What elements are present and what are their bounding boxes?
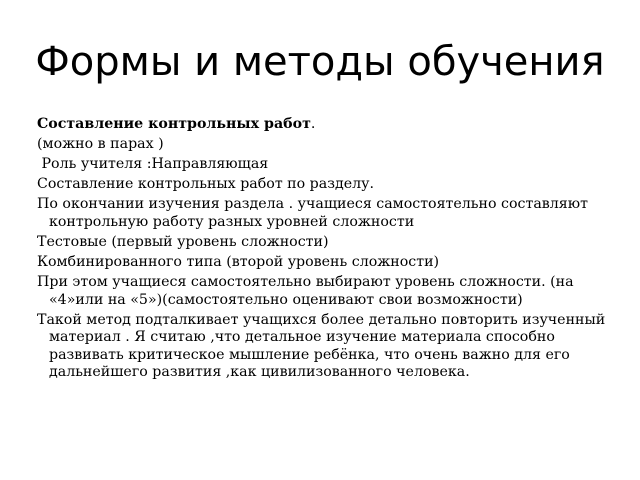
heading-bold-text: Составление контрольных работ [37,116,311,132]
paragraph-after-section: По окончании изучения раздела . учащиеся самостоятельно составляют контрольную работу разных уровней сложности [37,196,588,230]
slide-body [37,116,609,384]
slide-title: Формы и методы обучения [35,39,605,85]
heading-rest-text: . [310,116,316,132]
paragraph-heading [37,116,609,134]
paragraph-pairs-note: (можно в парах ) [37,136,164,153]
paragraph-method: Такой метод подталкивает учащихся более детально повторить изученный материал . Я считаю ,что детальное изучение материала способно развивать критическое мышление ребёнка, что очень важно для его дальнейшего развития ,как цивилизованного человека. [37,311,606,381]
paragraph-choice: При этом учащиеся самостоятельно выбирают уровень сложности. (на «4»или на «5»)(самостоятельно оценивают свои возможности) [37,274,574,308]
paragraph-combined: Комбинированного типа (второй уровень сложности) [37,254,440,271]
paragraph-teacher-role: Роль учителя :Направляющая [37,156,269,173]
paragraph-by-section: Составление контрольных работ по разделу. [37,176,374,193]
paragraph-tests: Тестовые (первый уровень сложности) [37,233,329,250]
